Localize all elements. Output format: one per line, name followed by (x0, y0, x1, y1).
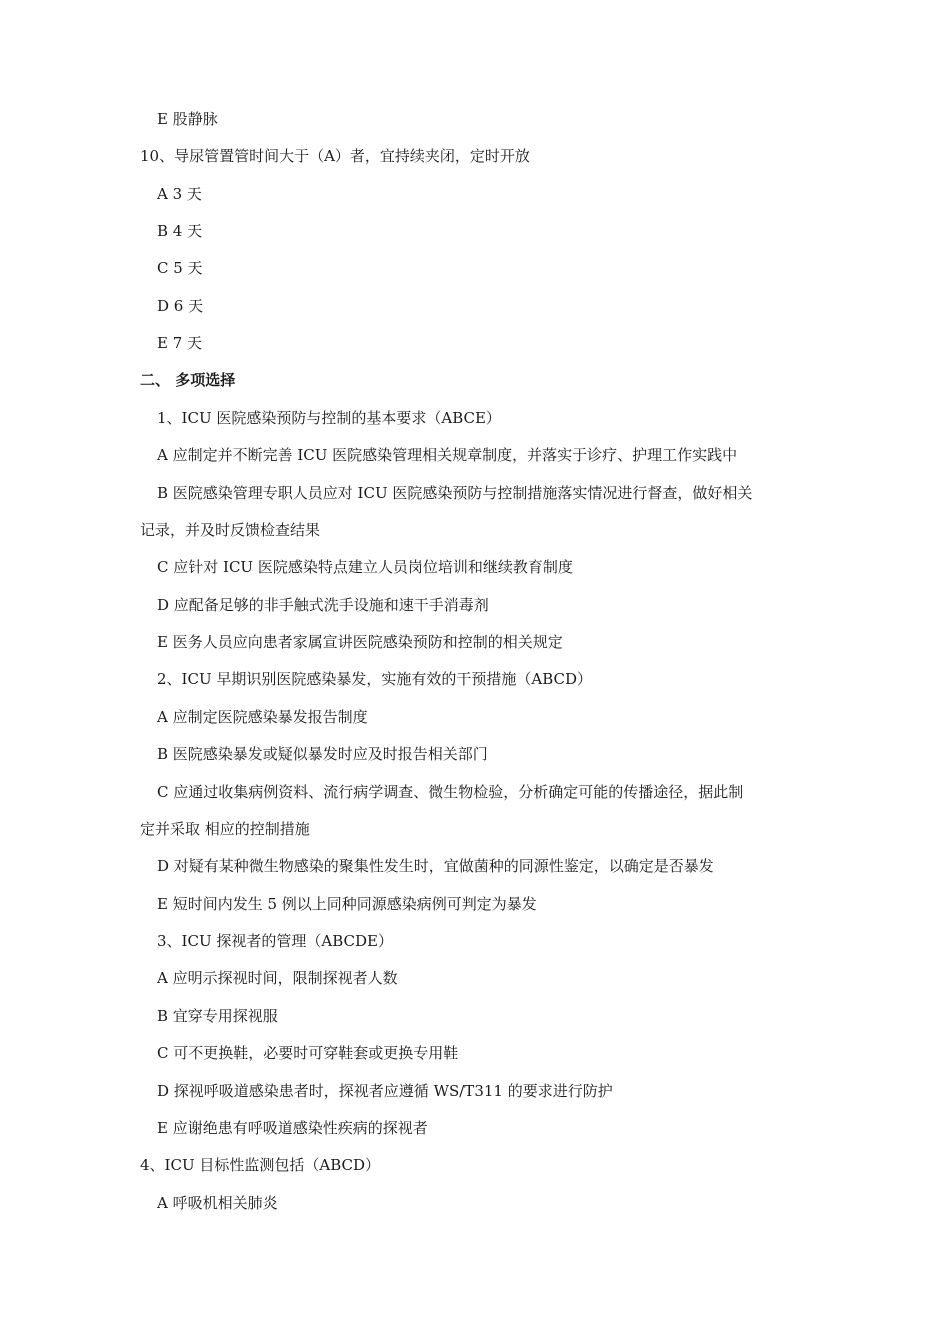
mc3-option-c: C 可不更换鞋，必要时可穿鞋套或更换专用鞋 (157, 1044, 459, 1062)
mc-question-3: 3、ICU 探视者的管理（ABCDE） (157, 932, 393, 950)
mc2-option-d: D 对疑有某种微生物感染的聚集性发生时，宜做菌种的同源性鉴定，以确定是否暴发 (157, 857, 714, 875)
mc1-option-b: B 医院感染管理专职人员应对 ICU 医院感染预防与控制措施落实情况进行督查，做好相关 (157, 484, 753, 502)
mc2-option-b: B 医院感染暴发或疑似暴发时应及时报告相关部门 (157, 745, 488, 763)
mc4-option-a: A 呼吸机相关肺炎 (157, 1194, 278, 1212)
mc2-option-a: A 应制定医院感染暴发报告制度 (157, 708, 368, 726)
option-b-q10: B 4 天 (157, 222, 203, 240)
option-e-q10: E 7 天 (157, 334, 203, 352)
option-c-q10: C 5 天 (157, 259, 203, 277)
mc-question-2: 2、ICU 早期识别医院感染暴发，实施有效的干预措施（ABCD） (157, 670, 592, 688)
mc3-option-b: B 宜穿专用探视服 (157, 1007, 278, 1025)
question-10: 10、导尿管置管时间大于（A）者，宜持续夹闭，定时开放 (140, 147, 530, 165)
mc3-option-d: D 探视呼吸道感染患者时，探视者应遵循 WS/T311 的要求进行防护 (157, 1082, 613, 1100)
mc3-option-e: E 应谢绝患有呼吸道感染性疾病的探视者 (157, 1119, 428, 1137)
mc1-option-c: C 应针对 ICU 医院感染特点建立人员岗位培训和继续教育制度 (157, 558, 573, 576)
mc1-option-d: D 应配备足够的非手触式洗手设施和速干手消毒剂 (157, 596, 489, 614)
mc1-option-b-cont: 记录，并及时反馈检查结果 (140, 521, 321, 539)
mc1-option-a: A 应制定并不断完善 ICU 医院感染管理相关规章制度，并落实于诊疗、护理工作实践中 (157, 446, 738, 464)
option-a-q10: A 3 天 (157, 185, 202, 203)
mc2-option-c: C 应通过收集病例资料、流行病学调查、微生物检验，分析确定可能的传播途径，据此制 (157, 783, 744, 801)
mc-question-4: 4、ICU 目标性监测包括（ABCD） (140, 1156, 380, 1174)
mc2-option-e: E 短时间内发生 5 例以上同种同源感染病例可判定为暴发 (157, 895, 537, 913)
option-d-q10: D 6 天 (157, 297, 204, 315)
mc3-option-a: A 应明示探视时间，限制探视者人数 (157, 969, 398, 987)
option-e-q9: E 股静脉 (157, 110, 218, 128)
mc-question-1: 1、ICU 医院感染预防与控制的基本要求（ABCE） (157, 409, 501, 427)
section-heading-multiple-choice: 二、 多项选择 (140, 371, 236, 389)
mc1-option-e: E 医务人员应向患者家属宣讲医院感染预防和控制的相关规定 (157, 633, 563, 651)
mc2-option-c-cont: 定并采取 相应的控制措施 (140, 820, 310, 838)
